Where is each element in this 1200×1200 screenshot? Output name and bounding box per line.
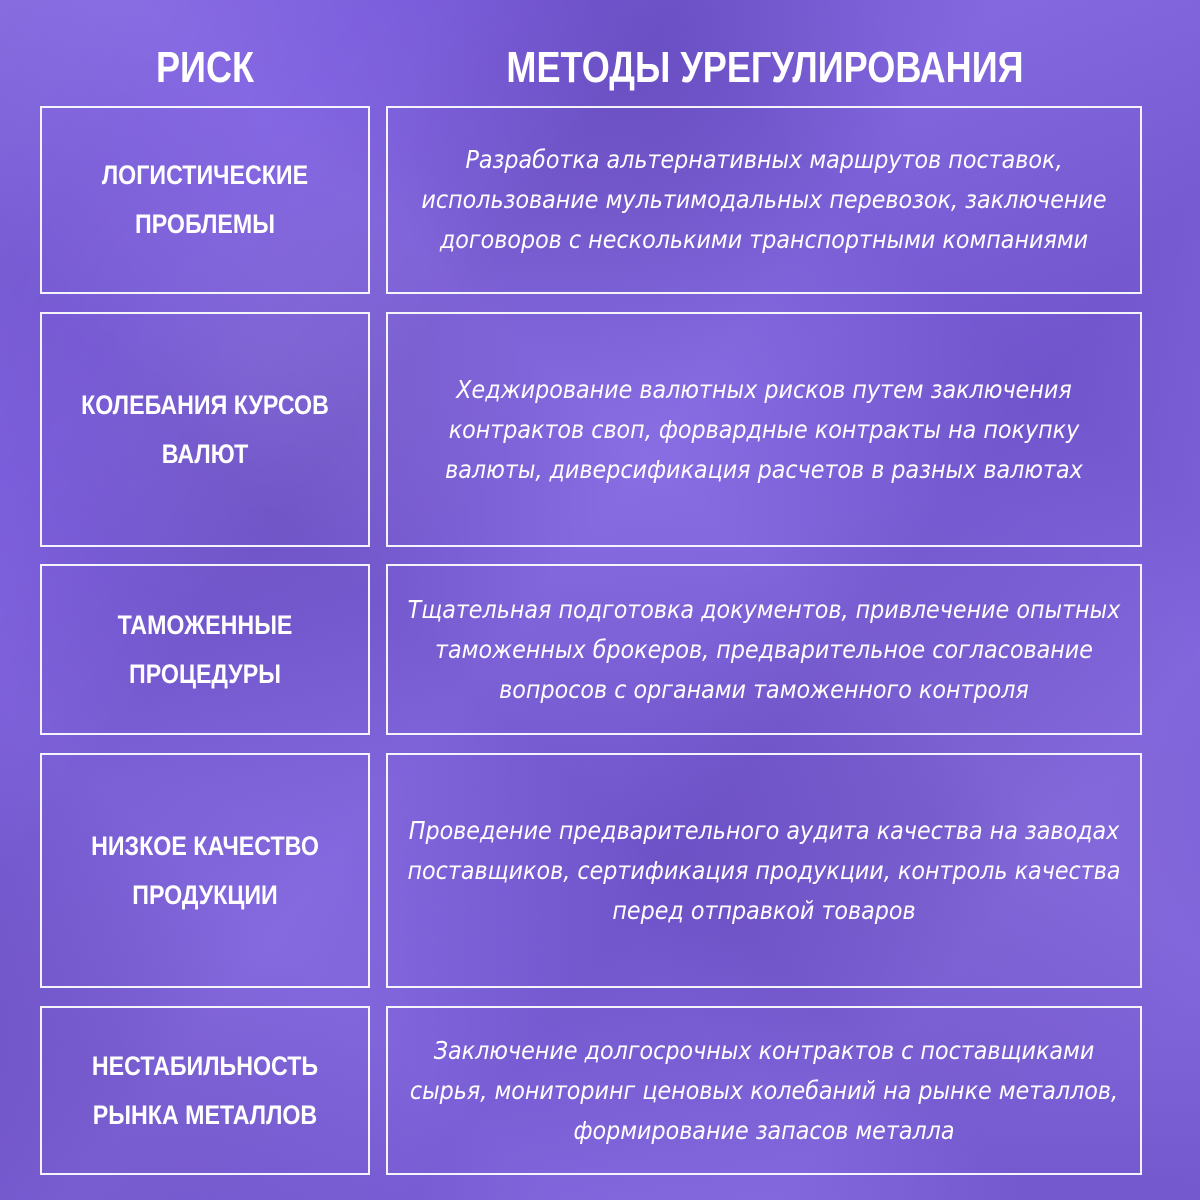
method-text: Тщательная подготовка документов, привлечение опытных таможенных брокеров, предварительное согласование вопросов с органами таможенного контроля bbox=[407, 594, 1121, 704]
risk-label: ТАМОЖЕННЫЕ ПРОЦЕДУРЫ bbox=[117, 609, 293, 689]
method-text: Разработка альтернативных маршрутов поставок, использование мультимодальных перевозок, заключение договоров с несколькими транспортными компаниями bbox=[421, 145, 1107, 254]
risk-label: ЛОГИСТИЧЕСКИЕ ПРОБЛЕМЫ bbox=[101, 160, 309, 239]
method-text: Проведение предварительного аудита качества на заводах поставщиков, сертификация продукции, контроль качества перед отправкой товаров bbox=[407, 815, 1121, 925]
method-text: Заключение долгосрочных контрактов с поставщиками сырья, мониторинг ценовых колебаний на рынке металлов, формирование запасов металла bbox=[409, 1035, 1119, 1145]
method-cell-currency bbox=[386, 312, 1142, 547]
method-text: Хеджирование валютных рисков путем заключения контрактов своп, форвардные контракты на покупку валюты, диверсификация расчетов в разных валютах bbox=[445, 374, 1083, 484]
method-cell-customs bbox=[386, 564, 1142, 735]
risk-label: НИЗКОЕ КАЧЕСТВО ПРОДУКЦИИ bbox=[91, 830, 319, 910]
risk-cell-currency bbox=[40, 312, 370, 547]
method-cell-logistics bbox=[386, 106, 1142, 294]
method-cell-quality bbox=[386, 753, 1142, 988]
risk-label: КОЛЕБАНИЯ КУРСОВ ВАЛЮТ bbox=[81, 389, 329, 469]
risk-cell-logistics bbox=[40, 106, 370, 294]
method-cell-metals-market bbox=[386, 1006, 1142, 1175]
risk-cell-customs bbox=[40, 564, 370, 735]
methods-column-header: МЕТОДЫ УРЕГУЛИРОВАНИЯ bbox=[506, 43, 1024, 92]
risk-cell-quality bbox=[40, 753, 370, 988]
risk-column-header: РИСК bbox=[155, 43, 255, 92]
risk-cell-metals-market bbox=[40, 1006, 370, 1175]
risk-label: НЕСТАБИЛЬНОСТЬ РЫНКА МЕТАЛЛОВ bbox=[91, 1050, 319, 1130]
